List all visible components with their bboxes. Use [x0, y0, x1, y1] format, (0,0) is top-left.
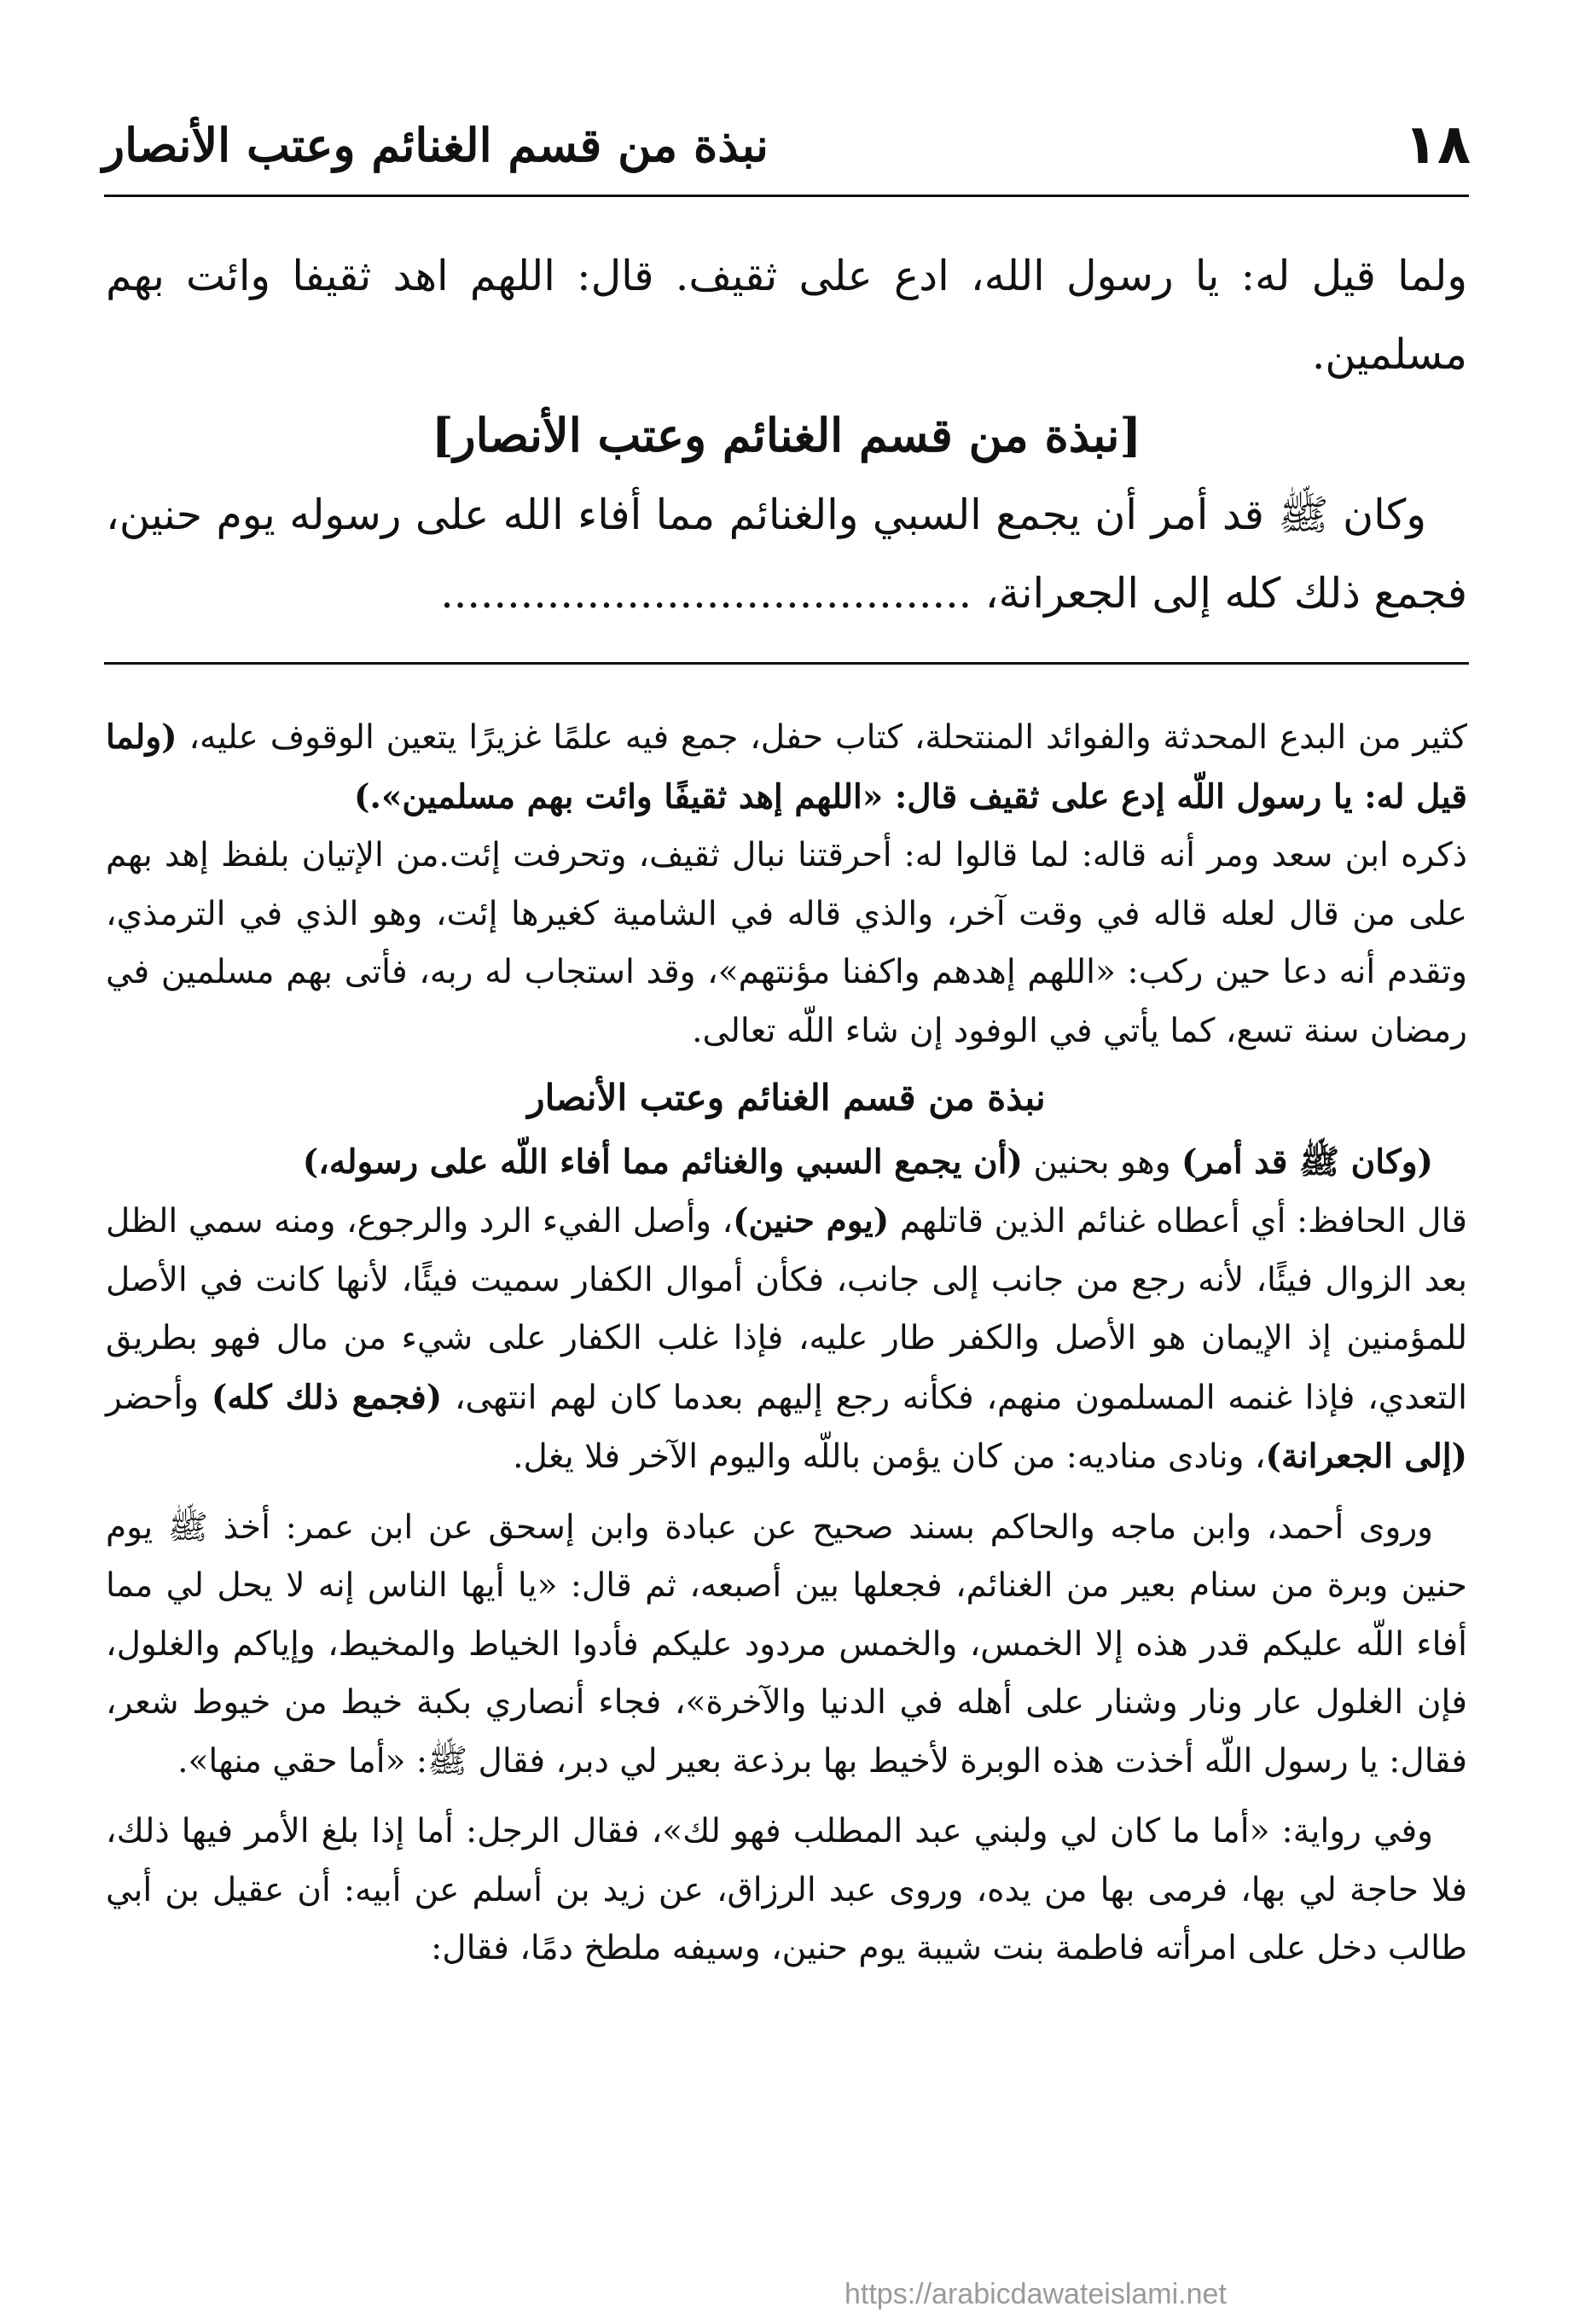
commentary-paragraph-1 — [106, 708, 1467, 827]
commentary-p4-quote-1: (يوم حنين) — [733, 1201, 890, 1240]
running-title: نبذة من قسم الغنائم وعتب الأنصار — [102, 118, 769, 172]
commentary-paragraph-5: وروى أحمد، وابن ماجه والحاكم بسند صحيح عن عبادة وابن إسحق عن ابن عمر: أخذ ﷺ يوم حنين وبرة من سنام بعير من الغنائم، فجعلها بين أصبعه، ثم قال: «يا أيها الناس إنه لا يحل لي مما أفاء اللّه عليكم قدر هذه إلا الخمس، والخمس مردود عليكم فأدوا الخياط والمخيط، وإياكم والغلول، فإن الغلول عار ونار وشنار على أهله في الدنيا والآخرة»، فجاء أنصاري بكبة خيط من خيوط شعر، فقال: يا رسول اللّه أخذت هذه الوبرة لأخيط بها برذعة بعير لي دبر، فقال ﷺ: «أما حقي منها». — [106, 1508, 1467, 1781]
commentary-paragraph-4 — [106, 1192, 1467, 1487]
main-text — [106, 237, 1467, 633]
commentary-p4-text-1: قال الحافظ: أي أعطاه غنائم الذين قاتلهم — [889, 1202, 1467, 1240]
header-rule — [104, 195, 1469, 197]
page-header — [102, 102, 1471, 188]
watermark: https://arabicdawateislami.net — [845, 2278, 1227, 2310]
page-number: ١٨ — [1403, 113, 1471, 177]
commentary-p1-quote: (ولما قيل له: يا رسول اللّه إدع على ثقيف قال: «اللهم إهد ثقيفًا وائت بهم مسلمين».) — [106, 718, 1467, 816]
commentary-p1-text: كثير من البدع المحدثة والفوائد المنتحلة، كتاب حفل، جمع فيه علمًا غزيرًا يتعين الوقوف عليه، — [177, 718, 1467, 757]
commentary-p4-text-3: وأحضر — [106, 1378, 212, 1417]
commentary-p3-text: وهو بحنين — [1022, 1142, 1181, 1182]
commentary-p4-text-4: ، ونادى مناديه: من كان يؤمن باللّه واليوم الآخر فلا يغل. — [513, 1438, 1266, 1476]
main-text-paragraph-1: ولما قيل له: يا رسول الله، ادع على ثقيف. قال: اللهم اهد ثقيفا وائت بهم مسلمين. — [106, 252, 1467, 379]
commentary-paragraph-6: وفي رواية: «أما ما كان لي ولبني عبد المطلب فهو لك»، فقال الرجل: أما إذا بلغ الأمر فيها ذلك، فلا حاجة لي بها، فرمى بها من يده، وروى عبد الرزاق، عن زيد بن أسلم عن أبيه: أن عقيل بن أبي طالب دخل على امرأته فاطمة بنت شيبة يوم حنين، وسيفه ملطخ دمًا، فقال: — [106, 1812, 1467, 1967]
commentary-p3-quote-2: (أن يجمع السبي والغنائم مما أفاء اللّه على رسوله،) — [302, 1142, 1023, 1182]
main-text-dots: ........................................ — [440, 569, 972, 618]
commentary-paragraph-3 — [106, 1133, 1467, 1193]
commentary-heading: نبذة من قسم الغنائم وعتب الأنصار — [527, 1077, 1046, 1118]
commentary-p4-quote-2: (فجمع ذلك كله) — [211, 1377, 443, 1417]
commentary — [106, 708, 1467, 1978]
main-text-paragraph-2-text: وكان ﷺ قد أمر أن يجمع السبي والغنائم مما أفاء الله على رسوله يوم حنين، فجمع ذلك كله إلى الجعرانة، — [106, 491, 1467, 618]
commentary-p4-text-2: ، وأصل الفيء الرد والرجوع، ومنه سمي الظل بعد الزوال فيئًا، لأنه رجع من جانب إلى جانب، فكأن أموال الكفار سميت فيئًا، لأنها كانت في الأصل للمؤمنين إذ الإيمان هو الأصل والكفر طار عليه، فإذا غلب الكفار على شيء من مال فهو بطريق التعدي، فإذا غنمه المسلمون منهم، فكأنه رجع إليهم بعدما كان لهم انتهى، — [106, 1202, 1468, 1417]
commentary-p3-quote-1: (وكان ﷺ قد أمر) — [1181, 1142, 1433, 1182]
commentary-rule — [104, 662, 1469, 665]
main-text-heading: [نبذة من قسم الغنائم وعتب الأنصار] — [431, 408, 1142, 462]
main-text-paragraph-2 — [106, 476, 1467, 633]
commentary-p4-quote-3: (إلى الجعرانة) — [1265, 1437, 1467, 1476]
commentary-paragraph-2: ذكره ابن سعد ومر أنه قاله: لما قالوا له: أحرقتنا نبال ثقيف، وتحرفت إئت.من الإتيان بلفظ إهد بهم على من قال لعله قاله في وقت آخر، والذي قاله في الشامية كغيرها إئت، وهو الذي في الترمذي، وتقدم أنه دعا حين ركب: «اللهم إهدهم واكفنا مؤنتهم»، وقد استجاب له ربه، فأتى بهم مسلمين في رمضان سنة تسع، كما يأتي في الوفود إن شاء اللّه تعالى. — [106, 836, 1467, 1050]
